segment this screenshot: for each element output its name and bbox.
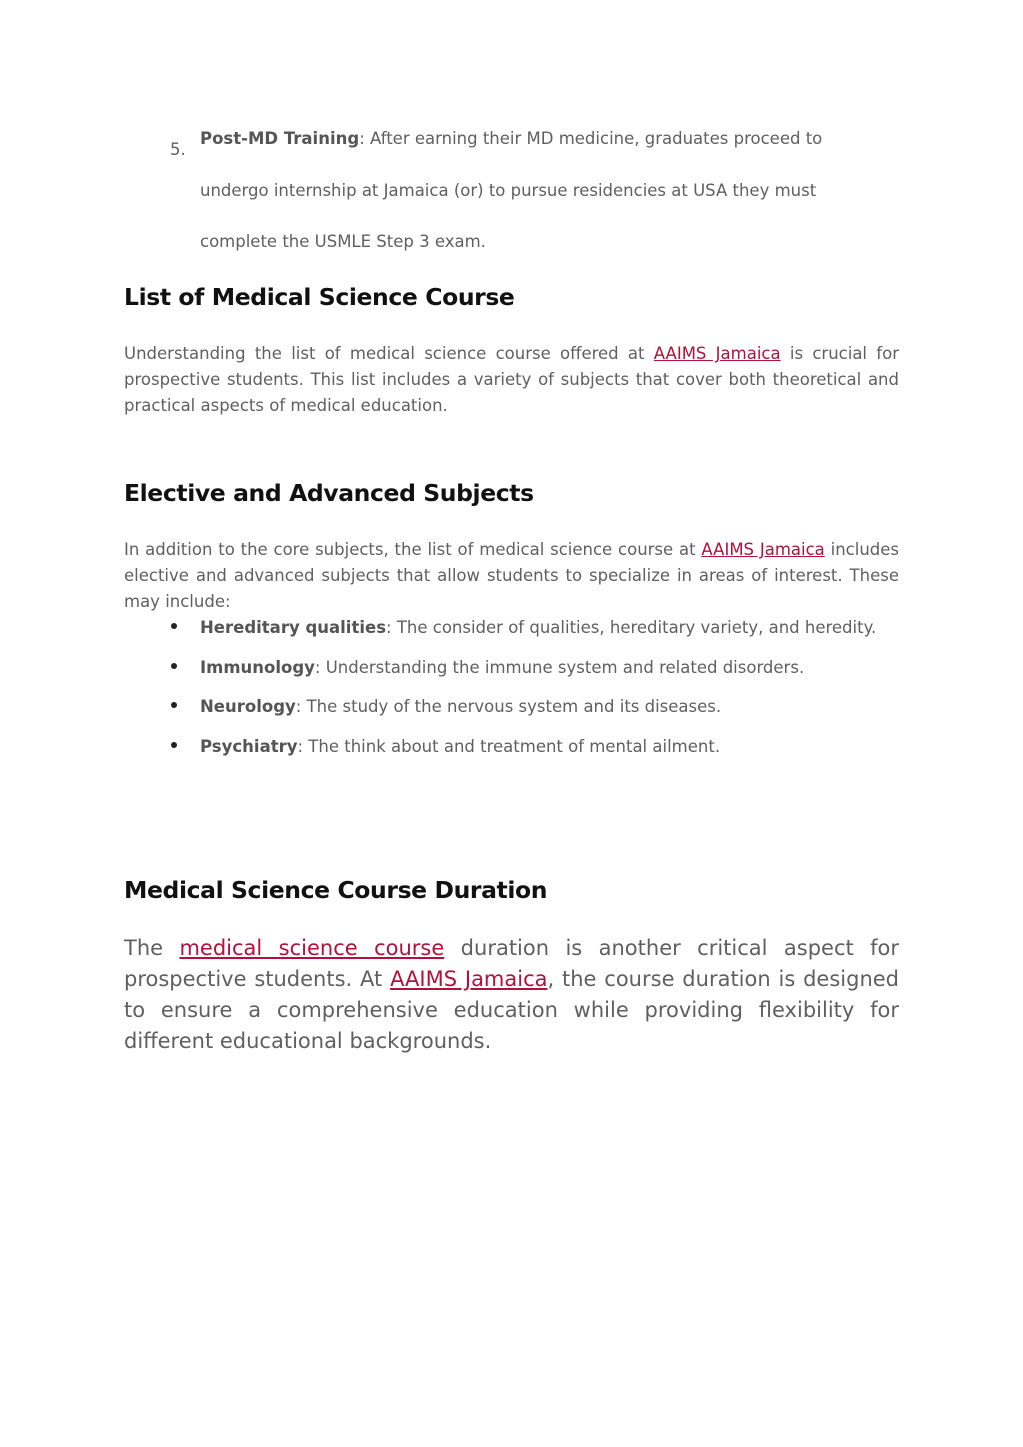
paragraph-text: Understanding the list of medical science course offered at <box>124 344 654 363</box>
heading-medical-science-course-duration: Medical Science Course Duration <box>124 876 548 904</box>
bullet-icon <box>171 663 177 669</box>
elective-subjects-list <box>200 614 890 772</box>
heading-list-of-medical-science-course: List of Medical Science Course <box>124 283 515 311</box>
paragraph-text: includes elective and advanced subjects that allow students to specialize in areas of interest. These may include: <box>124 540 899 611</box>
list-item <box>200 721 890 773</box>
paragraph-text: is crucial for prospective students. This list includes a variety of subjects that cover both theoretical and practical aspects of medical education. <box>124 344 899 415</box>
list-item-description: : The think about and treatment of mental ailment. <box>297 736 721 756</box>
bullet-icon <box>171 623 177 629</box>
list-item-post-md-training <box>170 124 890 268</box>
heading-elective-and-advanced-subjects: Elective and Advanced Subjects <box>124 479 534 507</box>
list-item-description: : The study of the nervous system and its diseases. <box>295 697 722 716</box>
list-item-term: Post-MD Training <box>200 129 360 148</box>
list-item-text <box>200 721 890 773</box>
paragraph-list-intro <box>124 341 899 419</box>
document-page <box>124 0 899 1447</box>
list-item-description: : Understanding the immune system and related disorders. <box>314 657 805 677</box>
list-item-term: Psychiatry <box>200 736 298 756</box>
list-item-description: : The consider of qualities, hereditary variety, and heredity. <box>386 618 877 637</box>
list-item-description: : After earning their MD medicine, graduates proceed to undergo internship at Jamaica (or) to pursue residencies at USA they must complete the USMLE Step 3 exam. <box>200 129 823 251</box>
link-aaims-jamaica[interactable]: AAIMS Jamaica <box>701 540 825 559</box>
list-item-term: Immunology <box>200 657 315 677</box>
paragraph-course-duration <box>124 933 899 1057</box>
bullet-icon <box>171 742 177 748</box>
list-item-term: Hereditary qualities <box>200 618 387 637</box>
paragraph-text: In addition to the core subjects, the list of medical science course at <box>124 540 702 559</box>
link-aaims-jamaica[interactable]: AAIMS Jamaica <box>390 967 548 991</box>
list-item-text <box>200 113 890 268</box>
paragraph-text: duration is another critical aspect for prospective students. At <box>124 936 900 991</box>
list-number: 5. <box>170 140 186 159</box>
list-item-term: Neurology <box>200 697 296 716</box>
paragraph-text: The <box>124 936 180 960</box>
link-aaims-jamaica[interactable]: AAIMS Jamaica <box>653 344 781 363</box>
bullet-icon <box>171 702 177 708</box>
link-medical-science-course[interactable]: medical science course <box>179 936 445 960</box>
paragraph-text: , the course duration is designed to ensure a comprehensive education while providing flexibility for different educational backgrounds. <box>124 967 899 1053</box>
